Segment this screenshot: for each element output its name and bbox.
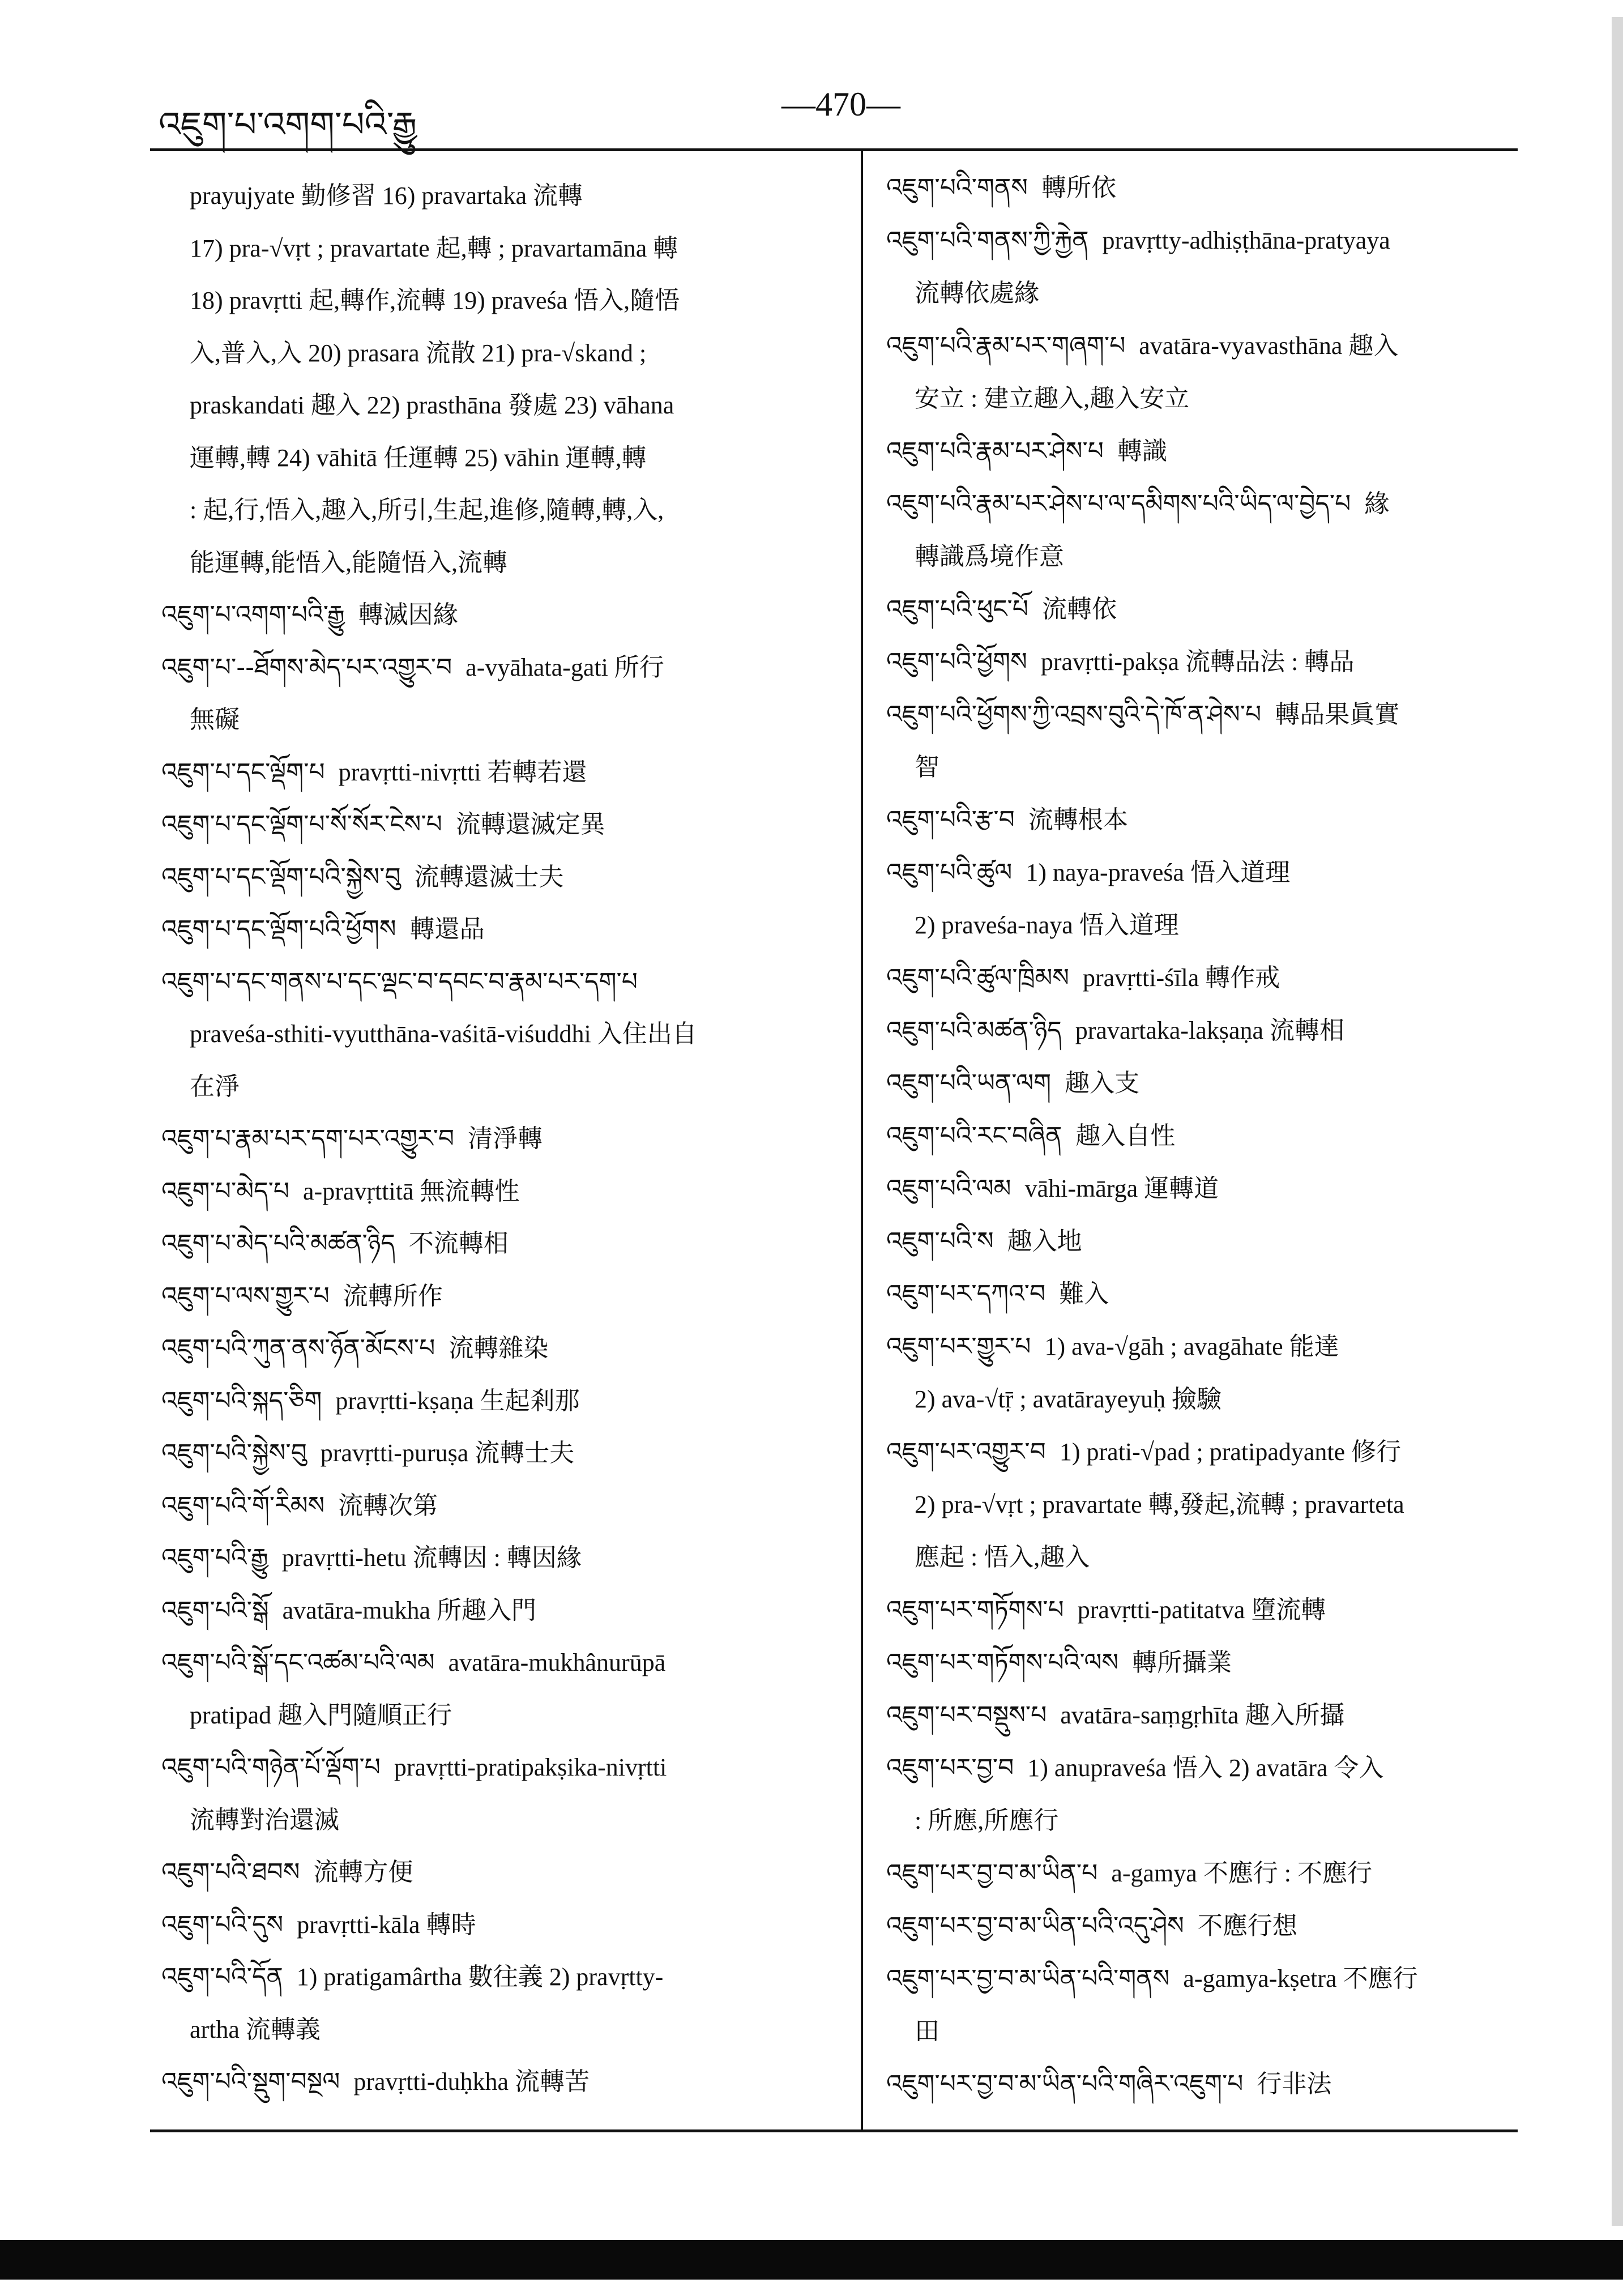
dictionary-line [161, 903, 824, 956]
entry-text: pravṛtti-nivṛtti 若轉若還 [338, 758, 587, 786]
tibetan-headword: འཇུག་པའི་ཚུལ་ཁྲིམས [886, 963, 1069, 992]
header-rule [150, 148, 1518, 151]
tibetan-headword: འཇུག་པའི་ཡན་ལག [886, 1069, 1052, 1098]
dictionary-line [886, 1584, 1543, 1636]
tibetan-headword: འཇུག་པ་དང་ལྡོག་པ་སོ་སོར་ངེས་པ [161, 810, 442, 839]
dictionary-line [886, 319, 1543, 372]
dictionary-line [886, 899, 1543, 951]
dictionary-line [161, 170, 824, 223]
dictionary-line [161, 327, 824, 380]
entry-text: avatāra-mukha 所趣入門 [282, 1596, 537, 1624]
entry-text: 入,普入,入 20) prasara 流散 21) pra-√skand ; [190, 339, 647, 367]
tibetan-headword: འཇུག་པའི་གནས [886, 173, 1028, 202]
entry-text: pravṛtti-śīla 轉作戒 [1082, 964, 1280, 992]
scan-bottom-band [0, 2240, 1623, 2280]
tibetan-headword: འཇུག་པ་དང་གནས་པ་དང་ལྡང་བ་དབང་བ་རྣམ་པར་དག་པ [161, 967, 638, 996]
dictionary-line [886, 1847, 1543, 1900]
entry-text: pravṛtti-kāla 轉時 [297, 1910, 476, 1939]
entry-text: 緣 [1364, 490, 1390, 518]
entry-text: 2) ava-√tṝ ; avatārayeyuḥ 撿驗 [915, 1385, 1222, 1413]
entry-text: pravṛtti-patitatva 墮流轉 [1077, 1596, 1326, 1624]
entry-text: 流轉依處緣 [915, 279, 1039, 307]
dictionary-line [886, 2005, 1543, 2058]
tibetan-headword: འཇུག་པའི་རྣམ་པར་ཤེས་པ་ལ་དམིགས་པའི་ཡིད་ལ་བྱེད་པ [886, 489, 1351, 518]
entry-text: 轉所依 [1041, 174, 1116, 202]
dictionary-line [886, 2058, 1543, 2110]
dictionary-line [886, 1373, 1543, 1426]
entry-text: 智 [915, 753, 939, 781]
dictionary-line [886, 161, 1543, 214]
dictionary-line [886, 1004, 1543, 1057]
dictionary-line [886, 1478, 1543, 1531]
tibetan-headword: འཇུག་པ་ལས་གྱུར་པ [161, 1281, 330, 1311]
dictionary-line [161, 1742, 824, 1794]
entry-text: pravṛtti-pratipakṣika-nivṛtti [394, 1753, 667, 1781]
dictionary-line [161, 1532, 824, 1585]
right-column [886, 161, 1543, 2110]
tibetan-headword: འཇུག་པའི་གནས་ཀྱི་རྐྱེན [886, 226, 1089, 255]
tibetan-headword: འཇུག་པར་གྱུར་པ [886, 1332, 1031, 1361]
dictionary-line [886, 1426, 1543, 1478]
tibetan-headword: འཇུག་པའི་ཕྱོགས་ཀྱི་འབྲས་བུའི་དེ་ཁོ་ན་ཤེས་པ [886, 700, 1262, 729]
dictionary-line [161, 1637, 824, 1689]
dictionary-line [886, 1952, 1543, 2005]
dictionary-line [161, 1480, 824, 1533]
dictionary-line [161, 1008, 824, 1061]
dictionary-line [161, 589, 824, 642]
dictionary-line [886, 530, 1543, 583]
footer-rule [150, 2129, 1518, 2132]
dictionary-line [886, 1320, 1543, 1373]
entry-text: pravṛtti-kṣaṇa 生起剎那 [335, 1386, 580, 1415]
dictionary-line [886, 1268, 1543, 1320]
entry-text: praskandati 趣入 22) prasthāna 發處 23) vāhana [190, 391, 674, 419]
tibetan-headword: འཇུག་པ་--ཐོགས་མེད་པར་འགྱུར་བ [161, 652, 452, 682]
tibetan-headword: འཇུག་པར་འགྱུར་བ [886, 1437, 1046, 1466]
dictionary-line [886, 372, 1543, 425]
entry-text: 1) pratigamârtha 數往義 2) pravṛtty- [296, 1963, 664, 1991]
entry-text: pravṛtti-pakṣa 流轉品法 : 轉品 [1040, 648, 1355, 676]
entry-text: 18) pravṛtti 起,轉作,流轉 19) praveśa 悟入,隨悟 [190, 287, 680, 314]
page-number: —470— [781, 86, 900, 123]
entry-text: 轉滅因緣 [358, 601, 458, 629]
tibetan-headword: འཇུག་པའི་ཚུལ [886, 858, 1013, 887]
tibetan-headword: འཇུག་པའི་སྒོ་དང་འཚམ་པའི་ལམ [161, 1648, 435, 1677]
dictionary-line [161, 537, 824, 590]
dictionary-line [886, 267, 1543, 319]
entry-text: 1) anupraveśa 悟入 2) avatāra 令入 [1027, 1754, 1384, 1782]
tibetan-headword: འཇུག་པའི་ཕྱོགས [886, 647, 1027, 676]
dictionary-line [886, 1215, 1543, 1268]
dictionary-line [886, 1794, 1543, 1847]
dictionary-line [886, 688, 1543, 741]
dictionary-line [886, 635, 1543, 688]
dictionary-line [886, 1162, 1543, 1215]
entry-text: pravṛtti-hetu 流轉因 : 轉因緣 [281, 1544, 582, 1572]
tibetan-headword: འཇུག་པའི་མཚན་ཉིད [886, 1016, 1062, 1045]
tibetan-headword: འཇུག་པ་མེད་པའི་མཚན་ཉིད [161, 1229, 395, 1258]
dictionary-line [886, 951, 1543, 1004]
entry-text: 無礙 [190, 706, 240, 733]
tibetan-headword: འཇུག་པར་བྱ་བ་མ་ཡིན་པའི་འདུ་ཤེས [886, 1911, 1184, 1940]
entry-text: : 所應,所應行 [915, 1807, 1059, 1834]
column-divider [861, 148, 863, 2131]
entry-text: 流轉方便 [313, 1858, 413, 1886]
dictionary-line [161, 432, 824, 485]
dictionary-line [161, 1322, 824, 1375]
dictionary-line [886, 793, 1543, 846]
tibetan-headword: འཇུག་པའི་གོ་རིམས [161, 1491, 325, 1520]
dictionary-line [161, 694, 824, 746]
entry-text: 運轉,轉 24) vāhitā 任運轉 25) vāhin 運轉,轉 [190, 443, 647, 472]
dictionary-line [886, 741, 1543, 793]
tibetan-headword: འཇུག་པའི་རང་བཞིན [886, 1121, 1062, 1150]
dictionary-line [886, 214, 1543, 267]
entry-text: prayujyate 勤修習 16) pravartaka 流轉 [190, 182, 583, 210]
tibetan-headword: འཇུག་པའི་ཐབས [161, 1858, 300, 1887]
tibetan-headword: འཇུག་པའི་སྐྱེས་བུ [161, 1439, 307, 1467]
dictionary-line [161, 851, 824, 904]
entry-text: 安立 : 建立趣入,趣入安立 [915, 385, 1190, 412]
tibetan-headword: འཇུག་པའི་དོན [161, 1962, 283, 1991]
dictionary-line [886, 1636, 1543, 1689]
tibetan-headword: འཇུག་པའི་གཉེན་པོ་ལྡོག་པ [161, 1753, 381, 1782]
entry-text: a-pravṛttitā 無流轉性 [303, 1177, 520, 1205]
entry-text: pravṛtty-adhiṣṭhāna-pratyaya [1102, 227, 1390, 254]
dictionary-line [161, 1061, 824, 1113]
tibetan-headword: འཇུག་པར་བྱ་བ་མ་ཡིན་པ [886, 1859, 1098, 1888]
dictionary-line [161, 1113, 824, 1166]
entry-text: 不應行想 [1197, 1912, 1297, 1940]
entry-text: avatāra-vyavasthāna 趣入 [1139, 332, 1399, 360]
tibetan-headword: འཇུག་པ་དང་ལྡོག་པའི་ཕྱོགས [161, 915, 396, 944]
scan-edge-shadow [1612, 17, 1623, 2226]
dictionary-line [161, 379, 824, 432]
dictionary-line [161, 799, 824, 851]
entry-text: 2) pra-√vṛt ; pravartate 轉,發起,流轉 ; pravarteta [915, 1491, 1404, 1518]
entry-text: pravṛtti-puruṣa 流轉士夫 [320, 1439, 575, 1467]
dictionary-line [161, 1166, 824, 1218]
entry-text: 轉識爲境作意 [915, 543, 1064, 570]
dictionary-line [886, 1057, 1543, 1109]
entry-text: 趣入地 [1007, 1227, 1082, 1255]
entry-text: a-gamya 不應行 : 不應行 [1111, 1859, 1373, 1887]
tibetan-headword: འཇུག་པའི་རྣམ་པར་ཤེས་པ [886, 437, 1104, 466]
dictionary-line [161, 2004, 824, 2056]
entry-text: 清淨轉 [468, 1125, 543, 1153]
dictionary-line [161, 2056, 824, 2109]
entry-text: 流轉雜染 [449, 1334, 549, 1362]
dictionary-line [161, 223, 824, 275]
entry-text: 流轉所作 [343, 1282, 443, 1310]
tibetan-headword: འཇུག་པ་དང་ལྡོག་པ [161, 757, 325, 787]
dictionary-line [161, 275, 824, 327]
entry-text: 趣入支 [1065, 1069, 1140, 1097]
dictionary-line [161, 642, 824, 694]
dictionary-line [161, 956, 824, 1009]
entry-text: 17) pra-√vṛt ; pravartate 起,轉 ; pravartamāna 轉 [190, 234, 678, 262]
dictionary-line [161, 1689, 824, 1742]
entry-text: a-gamya-kṣetra 不應行 [1183, 1965, 1418, 1992]
running-head: འཇུག་པ་འགག་པའི་རྒྱུ [159, 104, 417, 145]
entry-text: 在淨 [190, 1072, 240, 1100]
tibetan-headword: འཇུག་པ་མེད་པ [161, 1176, 290, 1206]
dictionary-line [161, 1846, 824, 1899]
page-header [159, 74, 1518, 153]
dictionary-line [161, 1951, 824, 2004]
entry-text: 能運轉,能悟入,能隨悟入,流轉 [190, 548, 507, 577]
entry-text: 趣入自性 [1075, 1122, 1176, 1150]
entry-text: : 起,行,悟入,趣入,所引,生起,進修,隨轉,轉,入, [190, 496, 664, 524]
entry-text: praveśa-sthiti-vyutthāna-vaśitā-viśuddhi 入住出自 [190, 1020, 697, 1048]
entry-text: 行非法 [1257, 2070, 1332, 2098]
dictionary-line [886, 583, 1543, 635]
entry-text: artha 流轉義 [190, 2015, 321, 2043]
entry-text: 不流轉相 [408, 1230, 509, 1257]
dictionary-line [161, 746, 824, 799]
tibetan-headword: འཇུག་པའི་སྡུག་བསྔལ [161, 2067, 340, 2096]
dictionary-line [886, 1109, 1543, 1162]
entry-text: 田 [915, 2017, 939, 2045]
tibetan-headword: འཇུག་པ་འགག་པའི་རྒྱུ [161, 600, 345, 629]
tibetan-headword: འཇུག་པར་གཏོགས་པའི་ལས [886, 1648, 1119, 1677]
tibetan-headword: འཇུག་པར་བསྡུས་པ [886, 1701, 1047, 1730]
entry-text: 流轉次第 [338, 1491, 438, 1520]
entry-text: avatāra-saṃgṛhīta 趣入所攝 [1060, 1701, 1345, 1729]
dictionary-line [161, 1899, 824, 1952]
tibetan-headword: འཇུག་པ་རྣམ་པར་དག་པར་འགྱུར་བ [161, 1124, 455, 1153]
tibetan-headword: འཇུག་པའི་དུས [161, 1910, 284, 1939]
tibetan-headword: འཇུག་པར་གཏོགས་པ [886, 1595, 1064, 1624]
dictionary-line [161, 1218, 824, 1270]
tibetan-headword: འཇུག་པར་བྱ་བ་མ་ཡིན་པའི་གནས [886, 1964, 1170, 1993]
tibetan-headword: འཇུག་པར་དཀའ་བ [886, 1279, 1046, 1308]
dictionary-line [161, 1427, 824, 1480]
entry-text: 轉所攝業 [1132, 1649, 1232, 1676]
dictionary-line [886, 846, 1543, 899]
entry-text: avatāra-mukhânurūpā [448, 1649, 666, 1676]
entry-text: pravṛtti-duḥkha 流轉苦 [353, 2068, 590, 2096]
tibetan-headword: འཇུག་པའི་སྒོ [161, 1595, 269, 1625]
dictionary-line [886, 1689, 1543, 1742]
entry-text: pravartaka-lakṣaṇa 流轉相 [1075, 1017, 1344, 1044]
tibetan-headword: འཇུག་པ་དང་ལྡོག་པའི་སྐྱེས་བུ [161, 862, 401, 891]
tibetan-headword: འཇུག་པའི་ལམ [886, 1174, 1011, 1203]
dictionary-line [886, 477, 1543, 530]
entry-text: 流轉根本 [1028, 806, 1128, 834]
left-column [161, 170, 824, 2109]
entry-text: 2) praveśa-naya 悟入道理 [915, 911, 1179, 939]
tibetan-headword: འཇུག་པའི་སྐད་ཅིག [161, 1386, 322, 1415]
dictionary-line [886, 1742, 1543, 1794]
dictionary-line [161, 1375, 824, 1428]
tibetan-headword: འཇུག་པའི་རྒྱུ [161, 1543, 268, 1572]
entry-text: 轉還品 [409, 915, 485, 943]
dictionary-line [161, 1270, 824, 1323]
tibetan-headword: འཇུག་པའི་ས [886, 1227, 994, 1256]
tibetan-headword: འཇུག་པའི་ཀུན་ནས་ཉོན་མོངས་པ [161, 1334, 435, 1363]
entry-text: a-vyāhata-gati 所行 [465, 653, 664, 681]
entry-text: 1) prati-√pad ; pratipadyante 修行 [1059, 1438, 1402, 1466]
entry-text: 1) ava-√gāh ; avagāhate 能達 [1044, 1333, 1339, 1360]
tibetan-headword: འཇུག་པའི་རྩ་བ [886, 805, 1015, 834]
entry-text: pratipad 趣入門隨順正行 [190, 1701, 452, 1729]
entry-text: vāhi-mārga 運轉道 [1024, 1175, 1219, 1202]
dictionary-line [886, 1900, 1543, 1952]
entry-text: 流轉對治還滅 [190, 1806, 339, 1834]
entry-text: 流轉依 [1041, 595, 1117, 623]
entry-text: 難入 [1059, 1280, 1109, 1308]
dictionary-line [886, 425, 1543, 477]
tibetan-headword: འཇུག་པར་བྱ་བ་མ་ཡིན་པའི་གཞིར་འཇུག་པ [886, 2069, 1244, 2098]
tibetan-headword: འཇུག་པའི་ཕུང་པོ [886, 595, 1028, 624]
entry-text: 轉識 [1117, 437, 1167, 465]
entry-text: 轉品果眞實 [1275, 701, 1400, 728]
tibetan-headword: འཇུག་པར་བྱ་བ [886, 1753, 1014, 1782]
tibetan-headword: འཇུག་པའི་རྣམ་པར་གཞག་པ [886, 331, 1126, 360]
dictionary-line [886, 1531, 1543, 1584]
entry-text: 應起 : 悟入,趣入 [915, 1543, 1090, 1571]
dictionary-line [161, 1794, 824, 1847]
dictionary-line [161, 484, 824, 537]
entry-text: 流轉還滅士夫 [414, 863, 564, 891]
dictionary-line [161, 1585, 824, 1637]
entry-text: 1) naya-praveśa 悟入道理 [1026, 859, 1291, 886]
entry-text: 流轉還滅定異 [455, 810, 605, 838]
